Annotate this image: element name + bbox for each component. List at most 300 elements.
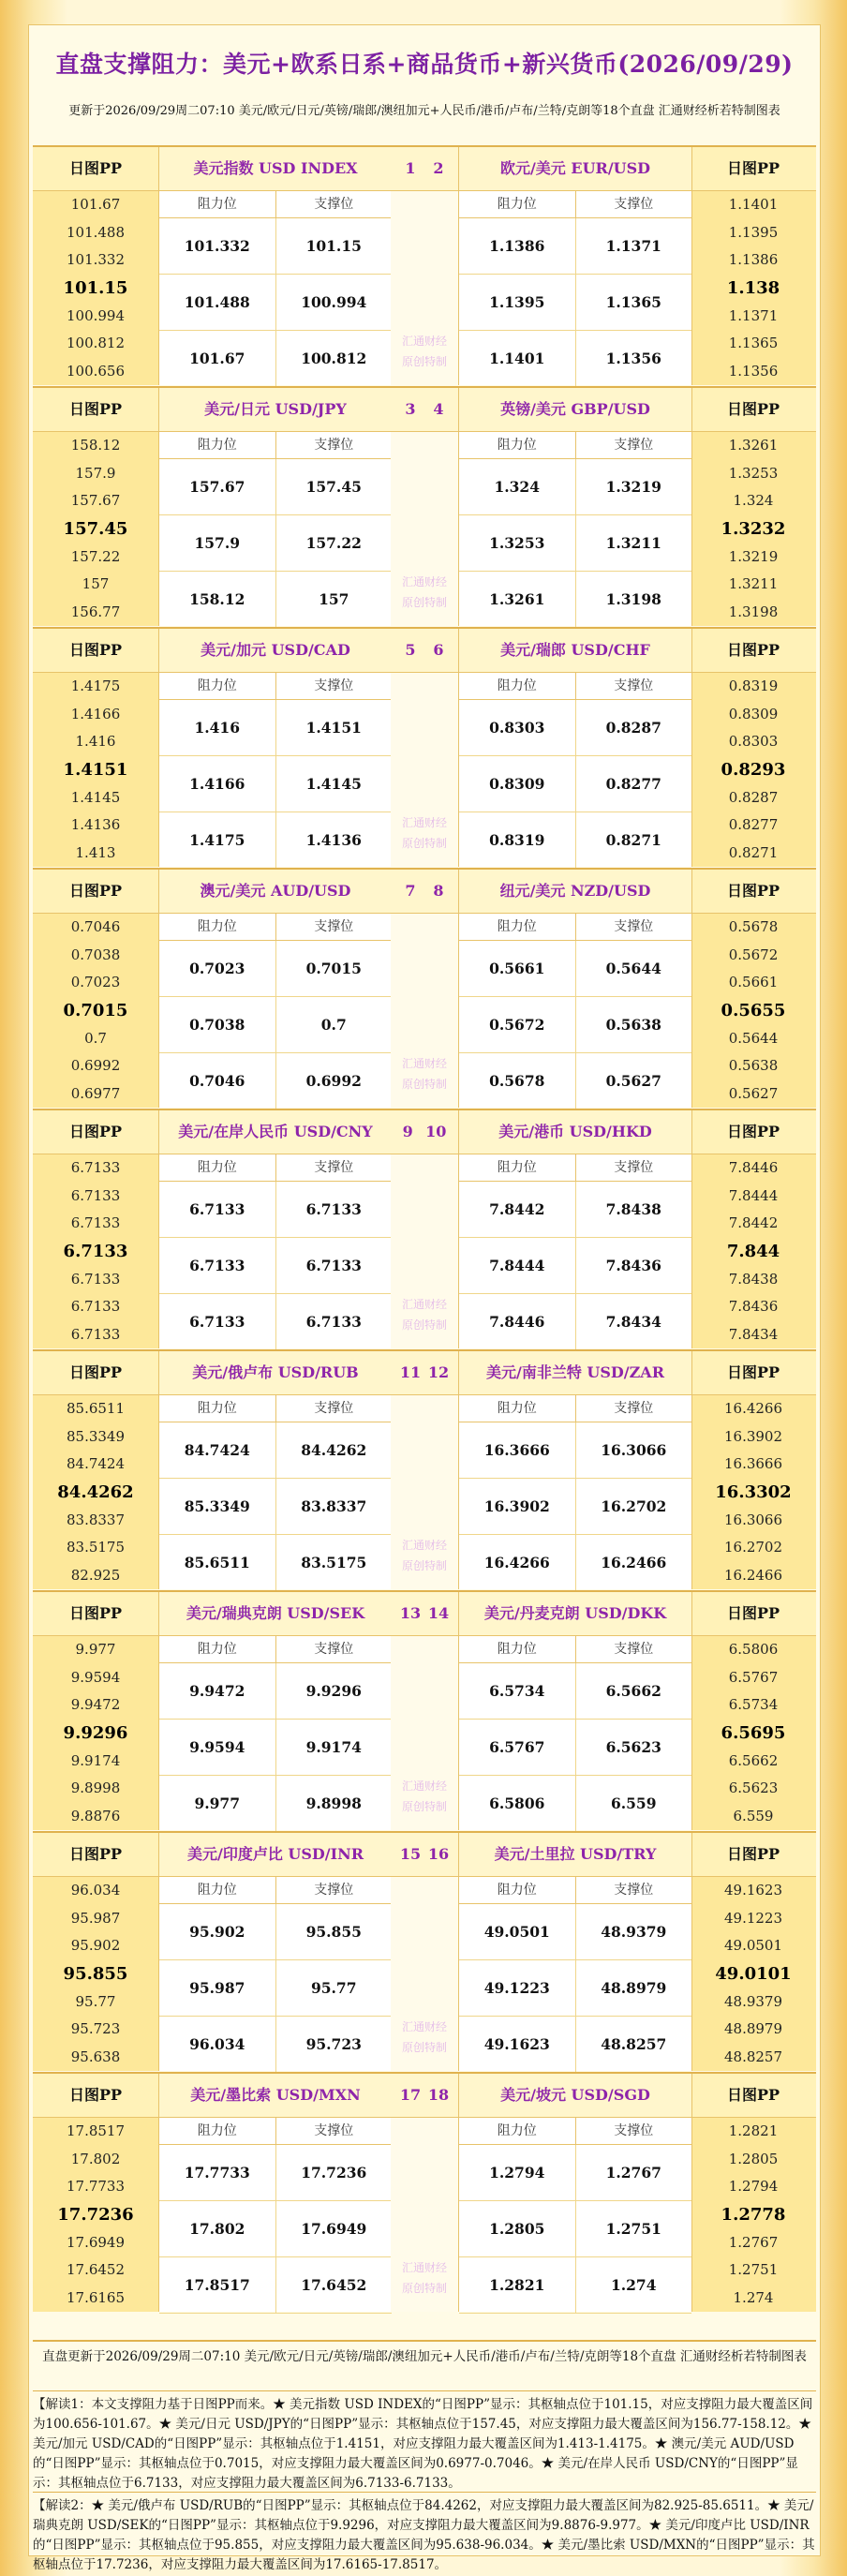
pivot-level-value: 157 bbox=[82, 575, 110, 593]
pivot-level-value: 7.8438 bbox=[728, 1270, 779, 1288]
level-row bbox=[459, 1663, 691, 1720]
support-value: 0.7015 bbox=[305, 960, 362, 977]
support-value: 0.7 bbox=[320, 1016, 347, 1034]
column-headers bbox=[159, 432, 392, 459]
resistance-value: 7.8444 bbox=[459, 1238, 576, 1293]
watermark-line: 原创特制 bbox=[401, 2041, 447, 2054]
support-value: 48.8257 bbox=[601, 2035, 667, 2053]
pair-number-column bbox=[391, 388, 458, 626]
pivot-level-value: 7.8442 bbox=[728, 1214, 779, 1232]
watermark bbox=[391, 2257, 458, 2299]
page-subtitle: 更新于2026/09/29周二07:10 美元/欧元/日元/英镑/瑞郎/澳纽加元+人民币/港币/卢布/兰特/克朗等18个直盘 汇通财经析若特制图表 bbox=[68, 104, 780, 118]
resistance-header: 阻力位 bbox=[159, 1395, 276, 1422]
pair-table bbox=[458, 2074, 692, 2312]
pivot-level-value: 156.77 bbox=[70, 603, 121, 621]
pivot-column-right bbox=[690, 1592, 816, 1830]
pivot-level-value: 0.7023 bbox=[70, 974, 121, 991]
pivot-level-value: 9.8998 bbox=[70, 1779, 121, 1797]
level-row bbox=[459, 1904, 691, 1960]
pp-header: 日图PP bbox=[691, 388, 816, 432]
pair-name: 纽元/美元 NZD/USD bbox=[459, 870, 691, 914]
pivot-point-value: 6.7133 bbox=[63, 1242, 128, 1262]
pair-number: 1 bbox=[405, 159, 416, 177]
pivot-level-value: 17.6949 bbox=[66, 2233, 126, 2251]
pivot-level-value: 96.034 bbox=[70, 1882, 121, 1898]
column-headers bbox=[459, 191, 691, 218]
support-value: 1.1356 bbox=[605, 350, 661, 367]
resistance-value: 101.67 bbox=[159, 331, 276, 386]
level-row bbox=[159, 459, 392, 515]
pair-table bbox=[158, 1110, 393, 1348]
pivot-level-value: 9.9174 bbox=[70, 1751, 121, 1769]
watermark-line: 汇通财经 bbox=[401, 1779, 447, 1793]
pivot-level-value: 0.5638 bbox=[728, 1057, 779, 1075]
pivot-level-value: 16.4266 bbox=[723, 1400, 783, 1417]
pivot-column-right bbox=[690, 1351, 816, 1589]
pivot-point-value: 0.7015 bbox=[63, 1001, 128, 1021]
pivot-level-value: 1.2794 bbox=[728, 2178, 779, 2196]
level-row bbox=[459, 1776, 691, 1832]
support-header: 支撑位 bbox=[614, 1160, 654, 1175]
support-value: 1.3198 bbox=[605, 590, 661, 608]
pp-header: 日图PP bbox=[33, 870, 158, 914]
resistance-header: 阻力位 bbox=[159, 1636, 276, 1662]
pivot-level-value: 16.2702 bbox=[723, 1539, 783, 1556]
resistance-value: 16.4266 bbox=[459, 1535, 576, 1590]
support-value: 101.15 bbox=[305, 237, 362, 255]
resistance-value: 6.7133 bbox=[159, 1238, 276, 1293]
support-value: 95.855 bbox=[305, 1923, 362, 1941]
pivot-level-value: 6.7133 bbox=[70, 1186, 121, 1204]
pivot-level-value: 17.802 bbox=[70, 2150, 121, 2167]
pivot-level-value: 95.77 bbox=[75, 1992, 116, 2010]
pivot-level-value: 157.67 bbox=[70, 492, 121, 510]
support-header: 支撑位 bbox=[614, 438, 654, 453]
column-headers bbox=[459, 1636, 691, 1663]
resistance-value: 6.5734 bbox=[459, 1663, 576, 1719]
pivot-level-value: 16.2466 bbox=[723, 1567, 783, 1585]
level-row bbox=[159, 756, 392, 812]
resistance-value: 1.4175 bbox=[159, 812, 276, 868]
pivot-column-left bbox=[33, 1351, 159, 1589]
pivot-level-value: 7.8446 bbox=[728, 1159, 779, 1176]
resistance-header: 阻力位 bbox=[159, 673, 276, 699]
support-value: 95.723 bbox=[305, 2035, 362, 2053]
pivot-level-value: 6.7133 bbox=[70, 1270, 121, 1288]
level-row bbox=[459, 275, 691, 331]
pair-number-column bbox=[391, 1110, 458, 1348]
pp-header: 日图PP bbox=[691, 1351, 816, 1395]
pivot-level-value: 0.6977 bbox=[70, 1085, 121, 1103]
pair-name: 美元/瑞典克朗 USD/SEK bbox=[159, 1592, 392, 1636]
pair-number: 15 bbox=[399, 1845, 422, 1863]
pivot-level-value: 48.9379 bbox=[723, 1992, 783, 2010]
support-header: 支撑位 bbox=[314, 2123, 354, 2138]
pp-header: 日图PP bbox=[33, 1833, 158, 1877]
resistance-value: 101.332 bbox=[159, 218, 276, 274]
pivot-level-value: 49.1623 bbox=[723, 1882, 783, 1898]
pair-name: 美元/印度卢比 USD/INR bbox=[159, 1833, 392, 1877]
support-value: 17.6949 bbox=[301, 2220, 367, 2238]
support-value: 1.2767 bbox=[605, 2164, 661, 2181]
level-row bbox=[459, 1720, 691, 1776]
resistance-header: 阻力位 bbox=[459, 914, 576, 940]
pivot-level-value: 0.5672 bbox=[728, 946, 779, 963]
pair-numbers bbox=[391, 870, 458, 914]
pair-table bbox=[158, 1592, 393, 1830]
pair-number-column bbox=[391, 629, 458, 867]
pivot-column-right bbox=[690, 147, 816, 385]
support-header: 支撑位 bbox=[614, 919, 654, 934]
pivot-level-value: 1.2805 bbox=[728, 2150, 779, 2167]
pivot-level-value: 6.5734 bbox=[728, 1696, 779, 1714]
level-row bbox=[459, 2201, 691, 2257]
support-header: 支撑位 bbox=[614, 1401, 654, 1416]
column-headers bbox=[459, 1877, 691, 1904]
level-row bbox=[459, 1479, 691, 1535]
pair-block bbox=[33, 1831, 816, 2071]
support-value: 1.4151 bbox=[305, 719, 362, 737]
pivot-level-value: 16.3902 bbox=[723, 1427, 783, 1445]
pair-table bbox=[458, 1110, 692, 1348]
watermark-line: 汇通财经 bbox=[401, 1539, 447, 1552]
pivot-level-value: 0.8271 bbox=[728, 844, 779, 862]
pivot-point-value: 49.0101 bbox=[715, 1964, 792, 1985]
pivot-column-left bbox=[33, 870, 159, 1108]
watermark-line: 原创特制 bbox=[401, 1800, 447, 1813]
column-headers bbox=[459, 914, 691, 941]
pivot-point-value: 1.4151 bbox=[63, 760, 128, 781]
resistance-value: 85.3349 bbox=[159, 1479, 276, 1534]
support-value: 0.8271 bbox=[605, 831, 661, 849]
pivot-point-value: 16.3302 bbox=[715, 1482, 792, 1503]
pivot-level-value: 1.3261 bbox=[728, 437, 779, 454]
resistance-header: 阻力位 bbox=[159, 191, 276, 217]
update-line: 直盘更新于2026/09/29周二07:10 美元/欧元/日元/英镑/瑞郎/澳纽加元+人民币/港币/卢布/兰特/克朗等18个直盘 汇通财经析若特制图表 bbox=[33, 2340, 816, 2367]
pair-name: 美元/丹麦克朗 USD/DKK bbox=[459, 1592, 691, 1636]
resistance-value: 16.3666 bbox=[459, 1422, 576, 1478]
pivot-level-value: 95.902 bbox=[70, 1937, 121, 1955]
pivot-level-value: 1.4166 bbox=[70, 705, 121, 722]
watermark bbox=[391, 1294, 458, 1335]
resistance-value: 1.1386 bbox=[459, 218, 576, 274]
pair-table bbox=[158, 388, 393, 626]
level-row bbox=[159, 2201, 392, 2257]
watermark-line: 原创特制 bbox=[401, 1318, 447, 1332]
pair-name: 美元/日元 USD/JPY bbox=[159, 388, 392, 432]
support-value: 16.2702 bbox=[601, 1497, 667, 1515]
pivot-level-value: 6.5662 bbox=[728, 1751, 779, 1769]
pair-number-column bbox=[391, 1351, 458, 1589]
pivot-level-value: 1.2821 bbox=[728, 2122, 779, 2139]
watermark-line: 原创特制 bbox=[401, 837, 447, 850]
pivot-level-value: 0.5678 bbox=[728, 918, 779, 935]
pair-numbers bbox=[391, 147, 458, 191]
level-row bbox=[159, 1479, 392, 1535]
pair-table bbox=[158, 2074, 393, 2312]
pivot-level-value: 7.8444 bbox=[728, 1186, 779, 1204]
pair-block bbox=[33, 1590, 816, 1830]
column-headers bbox=[159, 2118, 392, 2145]
pair-numbers bbox=[391, 1592, 458, 1636]
pivot-level-value: 0.5644 bbox=[728, 1029, 779, 1047]
pair-table bbox=[458, 388, 692, 626]
watermark-line: 原创特制 bbox=[401, 2282, 447, 2295]
resistance-value: 6.7133 bbox=[159, 1294, 276, 1349]
support-value: 1.3219 bbox=[605, 478, 661, 496]
pivot-level-value: 9.9472 bbox=[70, 1696, 121, 1714]
pivot-level-value: 158.12 bbox=[70, 437, 121, 454]
pivot-level-value: 1.2751 bbox=[728, 2261, 779, 2279]
support-value: 48.8979 bbox=[601, 1979, 667, 1997]
resistance-value: 95.987 bbox=[159, 1960, 276, 2016]
pair-number-column bbox=[391, 1592, 458, 1830]
level-row bbox=[459, 2017, 691, 2073]
pair-numbers bbox=[391, 1110, 458, 1154]
pivot-point-value: 1.2778 bbox=[721, 2205, 786, 2226]
watermark-line: 汇通财经 bbox=[401, 1298, 447, 1311]
support-value: 1.4145 bbox=[305, 775, 362, 793]
pp-header: 日图PP bbox=[691, 1592, 816, 1636]
pair-table bbox=[158, 1833, 393, 2071]
support-value: 9.8998 bbox=[305, 1794, 362, 1812]
pair-name: 欧元/美元 EUR/USD bbox=[459, 147, 691, 191]
resistance-value: 17.8517 bbox=[159, 2257, 276, 2313]
support-value: 6.7133 bbox=[305, 1313, 362, 1331]
pivot-level-value: 84.7424 bbox=[66, 1455, 126, 1473]
support-value: 6.5623 bbox=[605, 1738, 661, 1756]
pivot-level-value: 0.7 bbox=[84, 1029, 107, 1047]
support-value: 100.812 bbox=[301, 350, 367, 367]
resistance-header: 阻力位 bbox=[459, 1395, 576, 1422]
level-row bbox=[459, 1238, 691, 1294]
pivot-level-value: 100.994 bbox=[66, 306, 126, 324]
level-row bbox=[159, 2145, 392, 2201]
support-header: 支撑位 bbox=[314, 1160, 354, 1175]
pair-number-column bbox=[391, 2074, 458, 2312]
pivot-point-value: 157.45 bbox=[63, 519, 128, 540]
pivot-level-value: 0.8287 bbox=[728, 788, 779, 806]
page-title: 直盘支撑阻力：美元+欧系日系+商品货币+新兴货币(2026/09/29) bbox=[55, 51, 794, 78]
resistance-value: 1.3253 bbox=[459, 515, 576, 571]
support-value: 157 bbox=[319, 590, 349, 608]
pivot-level-value: 1.3253 bbox=[728, 464, 779, 482]
pair-number-column bbox=[391, 870, 458, 1108]
pivot-level-value: 95.987 bbox=[70, 1909, 121, 1927]
pair-name: 美元/南非兰特 USD/ZAR bbox=[459, 1351, 691, 1395]
pivot-point-value: 0.5655 bbox=[721, 1001, 786, 1021]
pivot-level-value: 1.4145 bbox=[70, 788, 121, 806]
watermark-line: 汇通财经 bbox=[401, 2020, 447, 2033]
pivot-point-value: 101.15 bbox=[63, 278, 128, 299]
pivot-level-value: 1.3211 bbox=[728, 575, 779, 593]
resistance-value: 84.7424 bbox=[159, 1422, 276, 1478]
pp-header: 日图PP bbox=[691, 147, 816, 191]
level-row bbox=[159, 1904, 392, 1960]
resistance-header: 阻力位 bbox=[459, 2118, 576, 2144]
pair-name: 美元/坡元 USD/SGD bbox=[459, 2074, 691, 2118]
pivot-level-value: 49.1223 bbox=[723, 1909, 783, 1927]
support-header: 支撑位 bbox=[314, 1642, 354, 1657]
resistance-value: 1.1401 bbox=[459, 331, 576, 386]
level-row bbox=[159, 1422, 392, 1479]
resistance-value: 17.802 bbox=[159, 2201, 276, 2256]
pair-name: 美元/墨比索 USD/MXN bbox=[159, 2074, 392, 2118]
pair-table bbox=[458, 147, 692, 385]
support-value: 0.8287 bbox=[605, 719, 661, 737]
watermark bbox=[391, 1053, 458, 1094]
pivot-column-left bbox=[33, 1592, 159, 1830]
pp-header: 日图PP bbox=[691, 629, 816, 673]
pp-header: 日图PP bbox=[691, 870, 816, 914]
pair-number: 2 bbox=[433, 159, 444, 177]
resistance-header: 阻力位 bbox=[459, 191, 576, 217]
pp-header: 日图PP bbox=[691, 1833, 816, 1877]
support-value: 1.2751 bbox=[605, 2220, 661, 2238]
resistance-value: 1.324 bbox=[459, 459, 576, 514]
level-row bbox=[459, 812, 691, 869]
pivot-level-value: 16.3066 bbox=[723, 1511, 783, 1528]
support-header: 支撑位 bbox=[614, 2123, 654, 2138]
level-row bbox=[159, 1776, 392, 1832]
pivot-level-value: 6.7133 bbox=[70, 1298, 121, 1316]
pair-block bbox=[33, 1349, 816, 1589]
pair-number: 7 bbox=[405, 882, 416, 900]
support-header: 支撑位 bbox=[314, 919, 354, 934]
pair-table bbox=[158, 629, 393, 867]
support-value: 1.4136 bbox=[305, 831, 362, 849]
resistance-header: 阻力位 bbox=[159, 1154, 276, 1181]
resistance-header: 阻力位 bbox=[459, 1636, 576, 1662]
support-value: 1.1365 bbox=[605, 293, 661, 311]
resistance-header: 阻力位 bbox=[459, 673, 576, 699]
pair-block bbox=[33, 868, 816, 1108]
pair-number: 3 bbox=[405, 400, 416, 418]
resistance-value: 16.3902 bbox=[459, 1479, 576, 1534]
pair-name: 美元/港币 USD/HKD bbox=[459, 1110, 691, 1154]
pair-table bbox=[458, 1351, 692, 1589]
pivot-level-value: 1.3219 bbox=[728, 547, 779, 565]
watermark-line: 汇通财经 bbox=[401, 1057, 447, 1070]
pivot-level-value: 1.4136 bbox=[70, 816, 121, 834]
pp-header: 日图PP bbox=[691, 2074, 816, 2118]
pivot-level-value: 101.488 bbox=[66, 223, 126, 241]
pair-block bbox=[33, 145, 816, 385]
pair-number: 16 bbox=[427, 1845, 450, 1863]
watermark bbox=[391, 2017, 458, 2058]
level-row bbox=[159, 1720, 392, 1776]
pp-header: 日图PP bbox=[33, 629, 158, 673]
support-header: 支撑位 bbox=[314, 678, 354, 693]
level-row bbox=[459, 700, 691, 756]
resistance-value: 1.416 bbox=[159, 700, 276, 755]
resistance-header: 阻力位 bbox=[459, 432, 576, 458]
pivot-level-value: 7.8434 bbox=[728, 1326, 779, 1344]
level-row bbox=[159, 275, 392, 331]
pivot-level-value: 1.1395 bbox=[728, 223, 779, 241]
resistance-header: 阻力位 bbox=[459, 1154, 576, 1181]
watermark-line: 原创特制 bbox=[401, 355, 447, 368]
watermark-line: 原创特制 bbox=[401, 1559, 447, 1572]
resistance-value: 1.2794 bbox=[459, 2145, 576, 2200]
pivot-level-value: 6.7133 bbox=[70, 1159, 121, 1176]
pair-table bbox=[158, 147, 393, 385]
resistance-value: 96.034 bbox=[159, 2017, 276, 2072]
pivot-level-value: 1.416 bbox=[75, 733, 116, 751]
column-headers bbox=[159, 1636, 392, 1663]
column-headers bbox=[459, 673, 691, 700]
watermark bbox=[391, 1535, 458, 1576]
support-header: 支撑位 bbox=[314, 1883, 354, 1898]
resistance-value: 1.3261 bbox=[459, 572, 576, 627]
pair-number: 18 bbox=[427, 2086, 450, 2104]
pivot-level-value: 83.8337 bbox=[66, 1511, 126, 1528]
level-row bbox=[459, 1182, 691, 1238]
pivot-level-value: 1.1365 bbox=[728, 335, 779, 352]
column-headers bbox=[459, 432, 691, 459]
level-row bbox=[459, 515, 691, 572]
resistance-value: 6.5767 bbox=[459, 1720, 576, 1775]
pivot-level-value: 101.67 bbox=[70, 196, 121, 213]
pivot-level-value: 100.656 bbox=[66, 363, 126, 380]
support-value: 83.8337 bbox=[301, 1497, 367, 1515]
level-row bbox=[459, 572, 691, 628]
resistance-header: 阻力位 bbox=[459, 1877, 576, 1903]
column-headers bbox=[459, 1154, 691, 1182]
support-value: 0.5638 bbox=[605, 1016, 661, 1034]
pivot-column-right bbox=[690, 2074, 816, 2312]
level-row bbox=[459, 756, 691, 812]
pivot-level-value: 6.5806 bbox=[728, 1641, 779, 1658]
support-value: 16.3066 bbox=[601, 1441, 667, 1459]
pair-table bbox=[458, 1833, 692, 2071]
pivot-level-value: 1.2767 bbox=[728, 2233, 779, 2251]
pivot-level-value: 9.8876 bbox=[70, 1808, 121, 1825]
pair-number: 9 bbox=[402, 1123, 413, 1140]
pivot-level-value: 0.5661 bbox=[728, 974, 779, 991]
pivot-level-value: 1.3198 bbox=[728, 603, 779, 621]
resistance-value: 1.2805 bbox=[459, 2201, 576, 2256]
support-value: 157.45 bbox=[305, 478, 362, 496]
pivot-level-value: 0.8309 bbox=[728, 705, 779, 722]
resistance-value: 17.7733 bbox=[159, 2145, 276, 2200]
pp-header: 日图PP bbox=[33, 147, 158, 191]
watermark-line: 原创特制 bbox=[401, 1078, 447, 1091]
level-row bbox=[159, 331, 392, 387]
pair-number: 13 bbox=[399, 1604, 422, 1622]
pair-table bbox=[458, 629, 692, 867]
pivot-column-left bbox=[33, 629, 159, 867]
resistance-value: 0.5678 bbox=[459, 1053, 576, 1109]
support-value: 157.22 bbox=[305, 534, 362, 552]
support-value: 1.3211 bbox=[605, 534, 661, 552]
support-header: 支撑位 bbox=[614, 197, 654, 212]
pair-block bbox=[33, 627, 816, 867]
level-row bbox=[159, 572, 392, 628]
support-value: 17.6452 bbox=[301, 2276, 367, 2294]
support-value: 100.994 bbox=[301, 293, 367, 311]
support-value: 7.8434 bbox=[605, 1313, 661, 1331]
pp-header: 日图PP bbox=[691, 1110, 816, 1154]
level-row bbox=[459, 2257, 691, 2314]
pivot-level-value: 17.6452 bbox=[66, 2261, 126, 2279]
level-row bbox=[159, 1960, 392, 2017]
level-row bbox=[459, 2145, 691, 2201]
level-row bbox=[459, 1535, 691, 1591]
resistance-value: 0.7046 bbox=[159, 1053, 276, 1109]
pivot-point-value: 6.5695 bbox=[721, 1723, 786, 1744]
support-value: 6.559 bbox=[610, 1794, 657, 1812]
